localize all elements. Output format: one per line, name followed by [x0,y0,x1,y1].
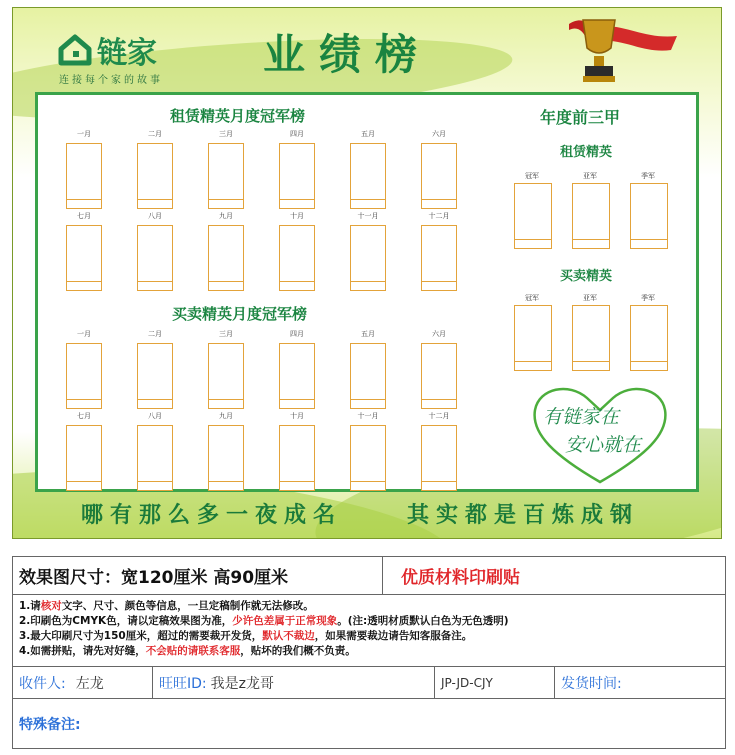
photo-slot [66,343,102,409]
poster [12,7,722,539]
photo-slot [572,305,610,371]
size-label: 效果图尺寸：宽120厘米 高90厘米 [13,557,383,594]
photo-slot [208,343,244,409]
photo-slot [421,425,457,491]
month-label: 十二月 [428,412,450,420]
note-text: 文字、尺寸、颜色等信息，一旦定稿制作就无法修改。 [61,600,314,612]
recipient-value: 左龙 [75,675,104,692]
photo-slot [137,343,173,409]
rank-label: 季军 [641,294,655,302]
photo-slot [66,225,102,291]
note-text: 4.如需拼贴，请先对好缝， [19,645,146,657]
brand-logo [57,28,157,72]
note-text: 2.印刷色为CMYK色，请以定稿效果图为准， [19,615,233,627]
slogan-left: 哪有那么多一夜成名 [81,503,343,528]
note-line [19,614,719,629]
month-label: 十月 [290,412,304,420]
order-code: JP-JD-CJY [435,667,555,698]
photo-slot [279,143,315,209]
rank-label: 亚军 [583,294,597,302]
month-label: 八月 [148,412,162,420]
material-label: 优质材料印刷贴 [401,568,520,588]
photo-slot [208,143,244,209]
photo-slot [630,305,668,371]
note-highlight: 默认不裁边 [262,630,315,642]
photo-slot [66,425,102,491]
photo-slot [137,225,173,291]
note-text: 1.请 [19,600,41,612]
slogan-right: 其实都是百炼成钢 [407,503,640,528]
ship-time-label: 发货时间: [561,675,622,692]
month-label: 一月 [77,330,91,338]
trophy-icon [561,10,681,90]
notes-list [13,595,725,663]
note-line [19,599,719,614]
heart-slogan-line2: 安心就在 [565,434,642,456]
photo-slot [421,143,457,209]
photo-slot [421,225,457,291]
remarks-row [13,699,725,749]
month-label: 九月 [219,412,233,420]
month-label: 八月 [148,212,162,220]
photo-slot [350,425,386,491]
rank-label: 冠军 [525,172,539,180]
month-label: 九月 [219,212,233,220]
photo-slot [279,425,315,491]
month-label: 十一月 [357,412,379,420]
photo-slot [137,143,173,209]
order-info-table [12,556,726,749]
month-label: 五月 [361,330,375,338]
month-label: 七月 [77,412,91,420]
rank-label: 冠军 [525,294,539,302]
annual-sales-title: 买卖精英 [560,269,613,284]
photo-slot [514,183,552,249]
logo-tagline: 连接每个家的故事 [59,75,163,86]
shipping-row [13,667,725,699]
photo-slot [137,425,173,491]
photo-slot [208,225,244,291]
month-label: 六月 [432,330,446,338]
wangwang-label: 旺旺ID: [159,675,207,692]
recipient-label: 收件人: [19,675,66,692]
month-label: 六月 [432,130,446,138]
wangwang-value: 我是z龙哥 [210,675,274,692]
month-label: 七月 [77,212,91,220]
month-label: 五月 [361,130,375,138]
note-highlight: 核对 [40,600,62,612]
poster-title: 业绩榜 [263,30,432,79]
annual-rental-title: 租赁精英 [560,145,613,160]
photo-slot [514,305,552,371]
photo-slot [279,343,315,409]
note-text: 3.最大印刷尺寸为150厘米，超过的需要裁开发货， [19,630,263,642]
month-label: 十二月 [428,212,450,220]
photo-slot [572,183,610,249]
photo-slot [66,143,102,209]
rental-section-title: 租赁精英月度冠军榜 [170,107,306,125]
month-label: 四月 [290,130,304,138]
month-label: 二月 [148,130,162,138]
rank-label: 季军 [641,172,655,180]
notes-row [13,595,725,667]
note-line [19,629,719,644]
note-text: 。(注:透明材质默认白色为无色透明) [337,615,509,627]
heart-slogan-line1: 有链家在 [543,406,620,428]
house-logo-icon [57,33,93,67]
photo-slot [208,425,244,491]
photo-slot [630,183,668,249]
photo-slot [350,343,386,409]
month-label: 三月 [219,130,233,138]
remarks-label: 特殊备注: [19,717,81,733]
month-label: 一月 [77,130,91,138]
photo-slot [350,143,386,209]
month-label: 十一月 [357,212,379,220]
annual-title: 年度前三甲 [540,108,621,127]
logo-name: 链家 [97,36,157,71]
month-label: 十月 [290,212,304,220]
note-line [19,644,719,659]
note-text: ，贴坏的我们概不负责。 [240,645,356,657]
note-text: ，如果需要裁边请告知客服备注。 [314,630,473,642]
photo-slot [421,343,457,409]
sales-section-title: 买卖精英月度冠军榜 [172,305,308,323]
note-highlight: 少许色差属于正常现象 [232,615,338,627]
month-label: 三月 [219,330,233,338]
photo-slot [279,225,315,291]
note-highlight: 不会贴的请联系客服 [145,645,241,657]
month-label: 四月 [290,330,304,338]
photo-slot [350,225,386,291]
month-label: 二月 [148,330,162,338]
size-row [13,557,725,595]
rank-label: 亚军 [583,172,597,180]
